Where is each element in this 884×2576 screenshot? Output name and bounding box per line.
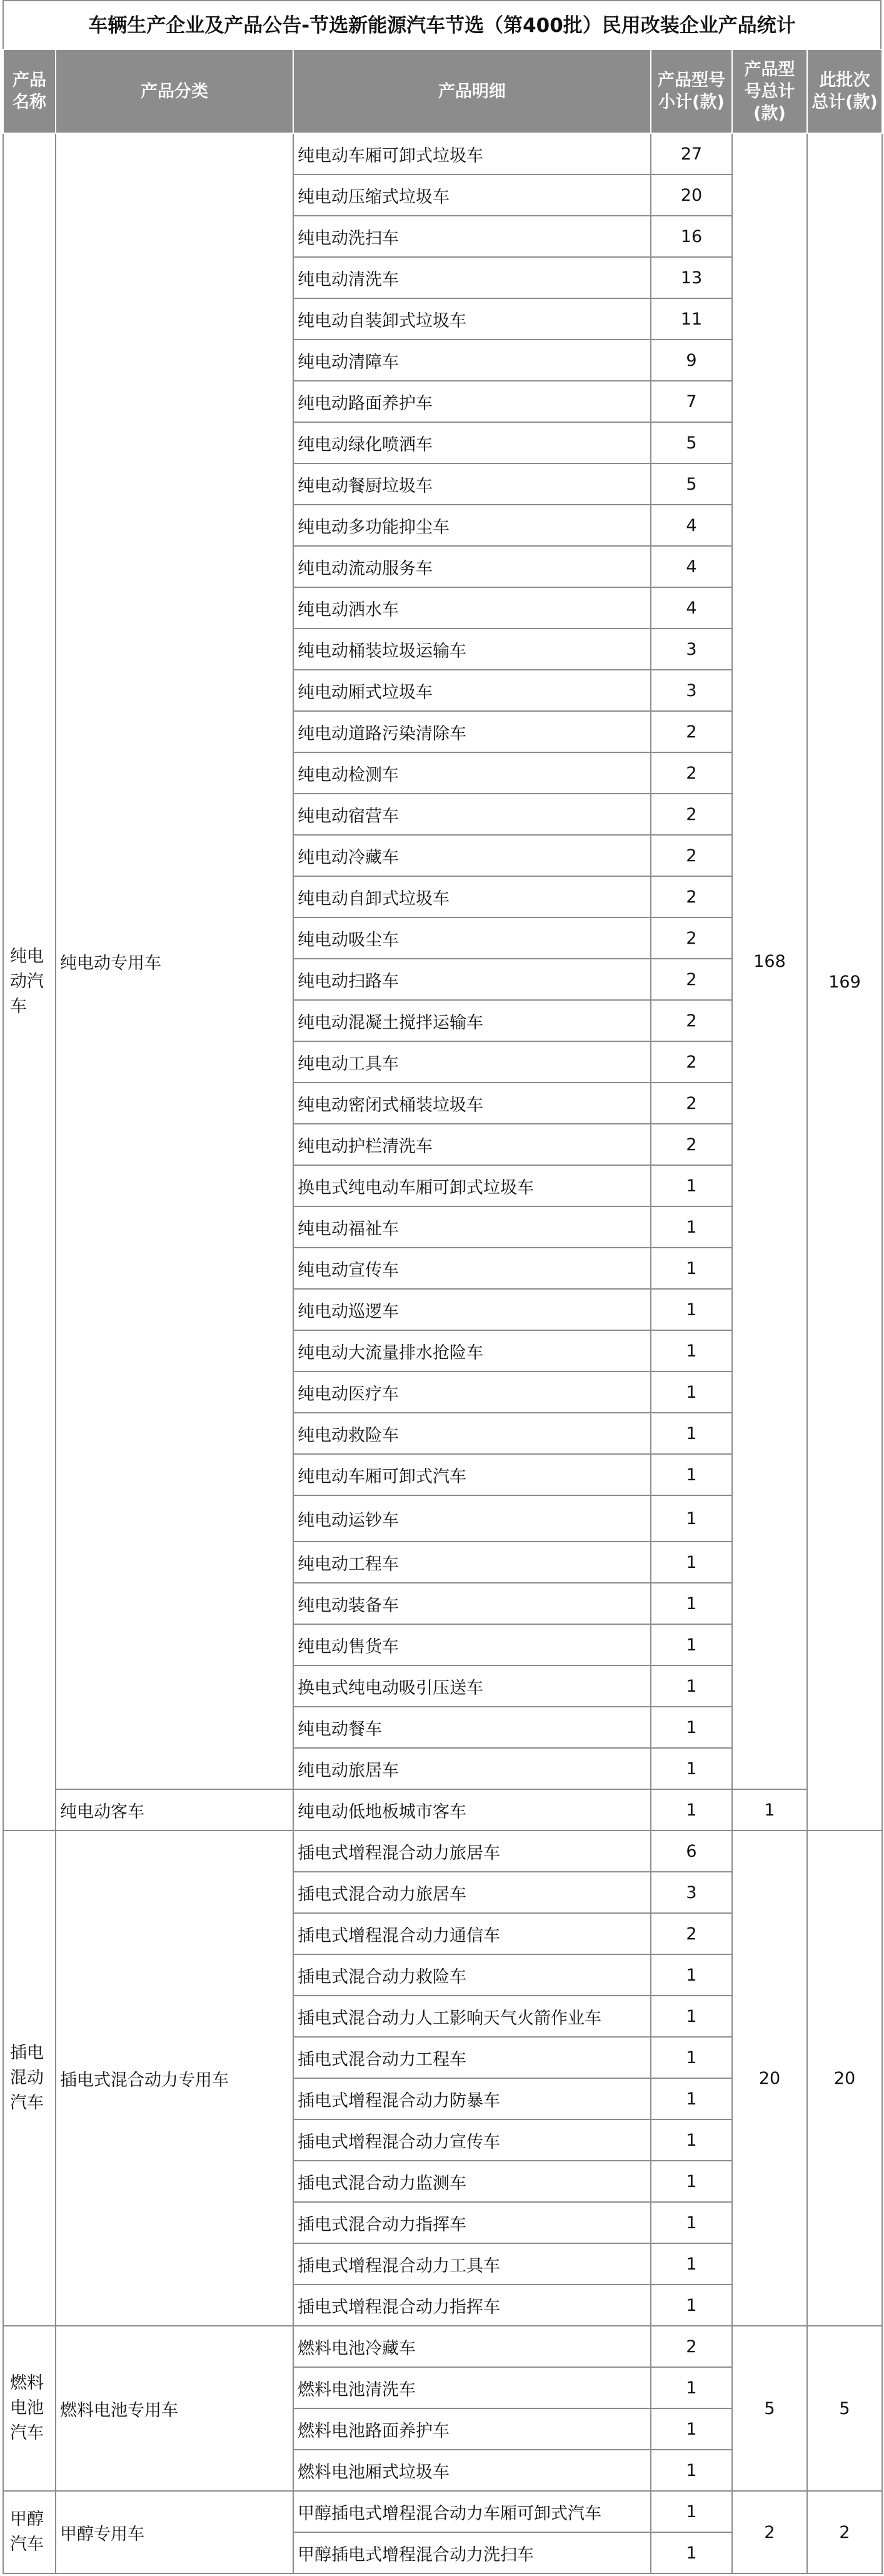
model-subtotal-cell: 2 (651, 1041, 732, 1083)
model-subtotal-cell: 1 (651, 1495, 732, 1542)
statistics-table (3, 49, 883, 2574)
product-category-cell: 插电式混合动力专用车 (56, 1831, 293, 2326)
model-subtotal-cell: 1 (651, 1996, 732, 2037)
model-subtotal-cell: 1 (651, 2119, 732, 2161)
model-subtotal-cell: 3 (651, 629, 732, 670)
model-subtotal-cell: 6 (651, 1831, 732, 1872)
product-detail-cell: 插电式混合动力人工影响天气火箭作业车 (293, 1996, 651, 2037)
product-detail-cell: 纯电动餐车 (293, 1707, 651, 1748)
model-subtotal-cell: 4 (651, 546, 732, 587)
page-title: 车辆生产企业及产品公告-节选新能源汽车节选（第400批）民用改装企业产品统计 (3, 0, 881, 49)
model-subtotal-cell: 1 (651, 2367, 732, 2408)
model-subtotal-cell: 1 (651, 1583, 732, 1624)
product-detail-cell: 纯电动桶装垃圾运输车 (293, 629, 651, 670)
product-detail-cell: 纯电动自装卸式垃圾车 (293, 298, 651, 340)
model-subtotal-cell: 2 (651, 794, 732, 835)
product-detail-cell: 纯电动车厢可卸式汽车 (293, 1454, 651, 1495)
model-subtotal-cell: 5 (651, 422, 732, 463)
model-subtotal-cell: 2 (651, 876, 732, 917)
model-total-cell: 1 (732, 1789, 807, 1831)
product-detail-cell: 插电式增程混合动力旅居车 (293, 1831, 651, 1872)
model-subtotal-cell: 1 (651, 1665, 732, 1707)
product-detail-cell: 燃料电池厢式垃圾车 (293, 2450, 651, 2491)
model-subtotal-cell: 1 (651, 2202, 732, 2243)
model-subtotal-cell: 1 (651, 2491, 732, 2532)
product-detail-cell: 燃料电池路面养护车 (293, 2408, 651, 2450)
product-category-cell: 甲醇专用车 (56, 2491, 293, 2573)
product-name-cell: 纯电动汽车 (3, 133, 56, 1831)
table-row (3, 1789, 882, 1831)
product-detail-cell: 纯电动流动服务车 (293, 546, 651, 587)
product-detail-cell: 插电式增程混合动力防暴车 (293, 2078, 651, 2119)
product-detail-cell: 纯电动洒水车 (293, 587, 651, 629)
header-product-detail: 产品明细 (293, 49, 651, 133)
model-subtotal-cell: 9 (651, 340, 732, 381)
product-detail-cell: 插电式混合动力指挥车 (293, 2202, 651, 2243)
product-detail-cell: 纯电动宣传车 (293, 1248, 651, 1289)
model-subtotal-cell: 5 (651, 463, 732, 505)
model-subtotal-cell: 27 (651, 133, 732, 174)
product-detail-cell: 插电式增程混合动力宣传车 (293, 2119, 651, 2161)
model-subtotal-cell: 1 (651, 1954, 732, 1996)
header-product-category: 产品分类 (56, 49, 293, 133)
product-detail-cell: 纯电动车厢可卸式垃圾车 (293, 133, 651, 174)
product-detail-cell: 纯电动售货车 (293, 1624, 651, 1665)
product-detail-cell: 纯电动清洗车 (293, 257, 651, 298)
model-subtotal-cell: 2 (651, 959, 732, 1000)
product-category-cell: 纯电动客车 (56, 1789, 293, 1831)
model-subtotal-cell: 1 (651, 1454, 732, 1495)
product-category-cell: 纯电动专用车 (56, 133, 293, 1789)
batch-total-cell: 5 (807, 2326, 882, 2491)
header-model-total: 产品型号总计(款) (732, 49, 807, 133)
model-subtotal-cell: 1 (651, 1707, 732, 1748)
product-detail-cell: 插电式混合动力工程车 (293, 2037, 651, 2078)
table-row (3, 133, 882, 174)
product-detail-cell: 纯电动运钞车 (293, 1495, 651, 1542)
product-detail-cell: 燃料电池冷藏车 (293, 2326, 651, 2367)
product-detail-cell: 纯电动旅居车 (293, 1748, 651, 1789)
model-subtotal-cell: 13 (651, 257, 732, 298)
product-detail-cell: 纯电动吸尘车 (293, 917, 651, 959)
header-batch-total: 此批次总计(款) (807, 49, 882, 133)
product-detail-cell: 纯电动餐厨垃圾车 (293, 463, 651, 505)
model-subtotal-cell: 20 (651, 174, 732, 216)
table-row (3, 1831, 882, 1872)
model-subtotal-cell: 1 (651, 2450, 732, 2491)
product-detail-cell: 燃料电池清洗车 (293, 2367, 651, 2408)
product-detail-cell: 纯电动福祉车 (293, 1206, 651, 1248)
model-subtotal-cell: 1 (651, 2285, 732, 2326)
model-subtotal-cell: 1 (651, 1789, 732, 1831)
model-subtotal-cell: 1 (651, 1289, 732, 1330)
product-detail-cell: 纯电动厢式垃圾车 (293, 670, 651, 711)
table-body (3, 133, 882, 2573)
product-detail-cell: 纯电动大流量排水抢险车 (293, 1330, 651, 1371)
model-subtotal-cell: 2 (651, 835, 732, 876)
product-detail-cell: 纯电动巡逻车 (293, 1289, 651, 1330)
product-detail-cell: 换电式纯电动车厢可卸式垃圾车 (293, 1165, 651, 1206)
model-subtotal-cell: 2 (651, 2326, 732, 2367)
product-detail-cell: 插电式混合动力旅居车 (293, 1872, 651, 1913)
model-total-cell: 2 (732, 2491, 807, 2573)
batch-total-cell: 169 (807, 133, 882, 1831)
model-subtotal-cell: 2 (651, 711, 732, 752)
model-subtotal-cell: 1 (651, 2243, 732, 2285)
product-detail-cell: 甲醇插电式增程混合动力洗扫车 (293, 2532, 651, 2573)
model-subtotal-cell: 2 (651, 1083, 732, 1124)
model-subtotal-cell: 1 (651, 1413, 732, 1454)
product-detail-cell: 纯电动清障车 (293, 340, 651, 381)
model-subtotal-cell: 16 (651, 216, 732, 257)
product-category-cell: 燃料电池专用车 (56, 2326, 293, 2491)
model-subtotal-cell: 1 (651, 1206, 732, 1248)
model-subtotal-cell: 4 (651, 587, 732, 629)
model-subtotal-cell: 11 (651, 298, 732, 340)
product-detail-cell: 插电式混合动力监测车 (293, 2161, 651, 2202)
model-subtotal-cell: 2 (651, 917, 732, 959)
product-detail-cell: 纯电动密闭式桶装垃圾车 (293, 1083, 651, 1124)
product-detail-cell: 纯电动检测车 (293, 752, 651, 794)
model-subtotal-cell: 1 (651, 1748, 732, 1789)
model-total-cell: 168 (732, 133, 807, 1789)
product-detail-cell: 纯电动道路污染清除车 (293, 711, 651, 752)
product-detail-cell: 纯电动救险车 (293, 1413, 651, 1454)
product-detail-cell: 纯电动冷藏车 (293, 835, 651, 876)
product-detail-cell: 纯电动压缩式垃圾车 (293, 174, 651, 216)
product-detail-cell: 纯电动路面养护车 (293, 381, 651, 422)
product-detail-cell: 插电式混合动力救险车 (293, 1954, 651, 1996)
model-subtotal-cell: 1 (651, 1624, 732, 1665)
batch-total-cell: 2 (807, 2491, 882, 2573)
model-total-cell: 20 (732, 1831, 807, 2326)
header-product-name: 产品名称 (3, 49, 56, 133)
product-detail-cell: 换电式纯电动吸引压送车 (293, 1665, 651, 1707)
model-subtotal-cell: 2 (651, 1124, 732, 1165)
model-subtotal-cell: 1 (651, 1165, 732, 1206)
batch-total-cell: 20 (807, 1831, 882, 2326)
product-detail-cell: 纯电动洗扫车 (293, 216, 651, 257)
product-name-cell: 插电混动汽车 (3, 1831, 56, 2326)
table-row (3, 2491, 882, 2532)
product-detail-cell: 纯电动装备车 (293, 1583, 651, 1624)
header-model-subtotal: 产品型号小计(款) (651, 49, 732, 133)
product-detail-cell: 插电式增程混合动力通信车 (293, 1913, 651, 1954)
table-row (3, 2326, 882, 2367)
product-detail-cell: 插电式增程混合动力工具车 (293, 2243, 651, 2285)
model-total-cell: 5 (732, 2326, 807, 2491)
product-detail-cell: 插电式增程混合动力指挥车 (293, 2285, 651, 2326)
product-detail-cell: 纯电动绿化喷洒车 (293, 422, 651, 463)
model-subtotal-cell: 1 (651, 2078, 732, 2119)
model-subtotal-cell: 4 (651, 505, 732, 546)
model-subtotal-cell: 2 (651, 752, 732, 794)
product-detail-cell: 纯电动多功能抑尘车 (293, 505, 651, 546)
model-subtotal-cell: 2 (651, 1913, 732, 1954)
product-detail-cell: 纯电动自卸式垃圾车 (293, 876, 651, 917)
product-detail-cell: 纯电动工程车 (293, 1542, 651, 1583)
product-detail-cell: 纯电动医疗车 (293, 1371, 651, 1413)
product-name-cell: 燃料电池汽车 (3, 2326, 56, 2491)
model-subtotal-cell: 3 (651, 1872, 732, 1913)
model-subtotal-cell: 1 (651, 2408, 732, 2450)
table-header-row (3, 49, 882, 133)
model-subtotal-cell: 7 (651, 381, 732, 422)
product-detail-cell: 纯电动扫路车 (293, 959, 651, 1000)
model-subtotal-cell: 1 (651, 2532, 732, 2573)
model-subtotal-cell: 1 (651, 2037, 732, 2078)
product-detail-cell: 纯电动混凝土搅拌运输车 (293, 1000, 651, 1041)
product-detail-cell: 纯电动工具车 (293, 1041, 651, 1083)
product-detail-cell: 纯电动宿营车 (293, 794, 651, 835)
model-subtotal-cell: 3 (651, 670, 732, 711)
model-subtotal-cell: 2 (651, 1000, 732, 1041)
model-subtotal-cell: 1 (651, 1542, 732, 1583)
product-detail-cell: 纯电动低地板城市客车 (293, 1789, 651, 1831)
model-subtotal-cell: 1 (651, 1248, 732, 1289)
product-detail-cell: 甲醇插电式增程混合动力车厢可卸式汽车 (293, 2491, 651, 2532)
model-subtotal-cell: 1 (651, 2161, 732, 2202)
product-name-cell: 甲醇汽车 (3, 2491, 56, 2573)
model-subtotal-cell: 1 (651, 1330, 732, 1371)
product-detail-cell: 纯电动护栏清洗车 (293, 1124, 651, 1165)
model-subtotal-cell: 1 (651, 1371, 732, 1413)
